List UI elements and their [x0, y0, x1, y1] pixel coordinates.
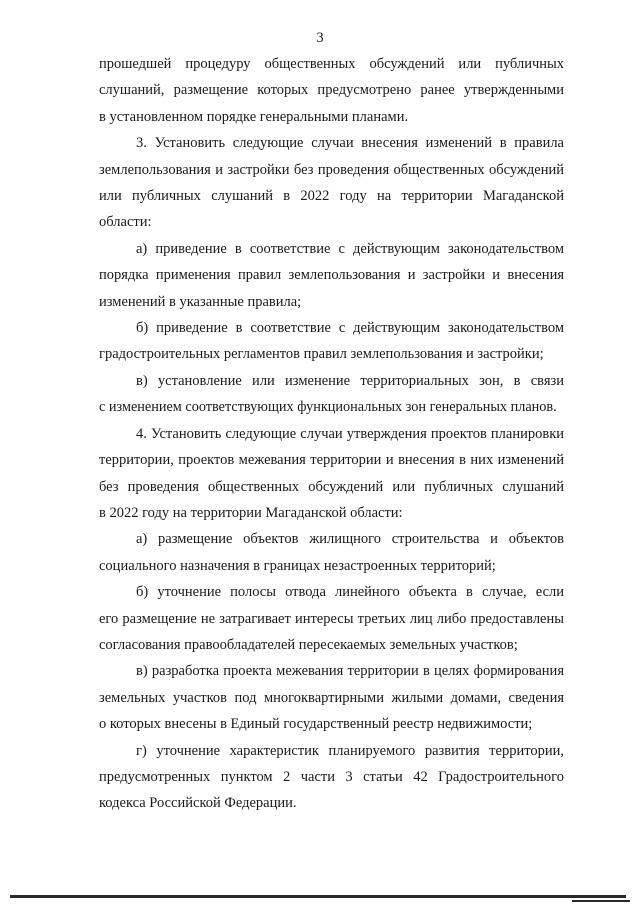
text-line: б) приведение в соответствие с действующим законодательством	[136, 320, 564, 337]
text-line: прошедшей процедуру общественных обсуждений или публичных	[99, 56, 564, 72]
text-line: слушаний, размещение которых предусмотрено ранее утвержденными	[99, 82, 564, 99]
bottom-scan-edge	[10, 895, 626, 898]
text-line: г) уточнение характеристик планируемого развития территории,	[136, 742, 564, 759]
text-line: земельных участков под многоквартирными жилыми домами, сведения	[99, 689, 564, 706]
document-body	[99, 51, 564, 817]
text-line: порядка применения правил землепользования и застройки и внесения	[99, 267, 564, 284]
text-line: в 2022 году на территории Магаданской области:	[99, 504, 403, 521]
text-line: землепользования и застройки без проведения общественных обсуждений	[99, 161, 564, 178]
text-line: в установленном порядке генеральными планами.	[99, 108, 409, 125]
text-line: согласования правообладателей пересекаемых земельных участков;	[99, 636, 518, 653]
text-line: 3. Установить следующие случаи внесения изменений в правила	[136, 135, 564, 152]
text-line: 4. Установить следующие случаи утверждения проектов планировки	[136, 425, 564, 442]
text-line: области:	[99, 214, 152, 231]
text-line: с изменением соответствующих функциональных зон генеральных планов.	[99, 399, 557, 416]
text-line: его размещение не затрагивает интересы третьих лиц либо предоставлены	[99, 610, 564, 627]
text-line: о которых внесены в Единый государственный реестр недвижимости;	[99, 716, 533, 733]
text-line: изменений в указанные правила;	[99, 293, 302, 310]
text-line: социального назначения в границах незастроенных территорий;	[99, 557, 496, 574]
text-line: или публичных слушаний в 2022 году на территории Магаданской	[99, 188, 564, 205]
text-line: градостроительных регламентов правил землепользования и застройки;	[99, 346, 544, 363]
text-line: в) разработка проекта межевания территории в целях формирования	[136, 663, 564, 680]
text-line: кодекса Российской Федерации.	[99, 795, 297, 812]
text-line: предусмотренных пунктом 2 части 3 статьи 42 Градостроительного	[99, 768, 564, 785]
text-line: б) уточнение полосы отвода линейного объекта в случае, если	[136, 584, 564, 601]
text-line: а) размещение объектов жилищного строительства и объектов	[136, 531, 564, 548]
text-line: территории, проектов межевания территории и внесения в них изменений	[99, 452, 564, 469]
page-number: 3	[316, 30, 324, 46]
text-line: в) установление или изменение территориальных зон, в связи	[136, 372, 564, 389]
text-line: без проведения общественных обсуждений или публичных слушаний	[99, 478, 564, 495]
text-line: а) приведение в соответствие с действующим законодательством	[136, 240, 564, 257]
bottom-scan-edge-tail	[572, 900, 630, 902]
